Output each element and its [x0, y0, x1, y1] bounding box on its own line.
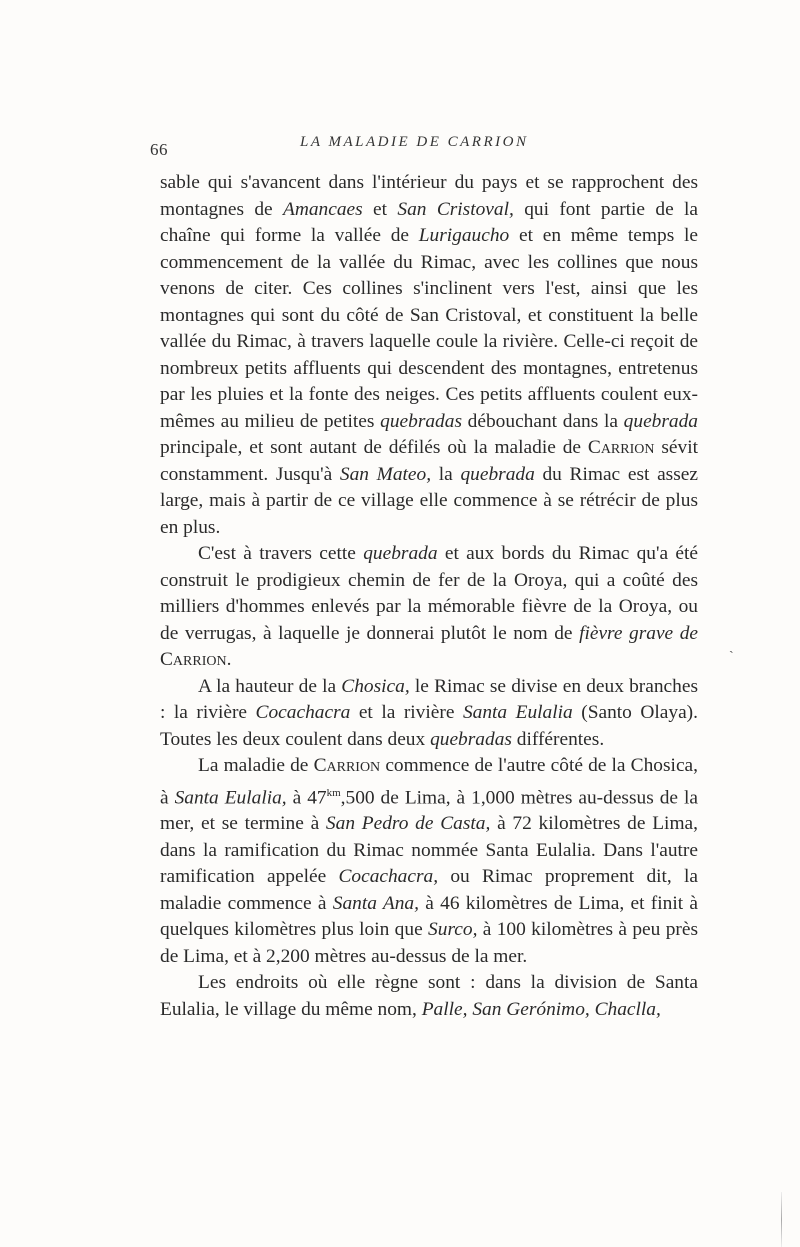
text-segment: à 72 kilomètres de Lima, dans la ramification du Rimac nommée Santa Eulalia. Dans l'autre ramification appelée — [160, 813, 698, 888]
text-segment: Les endroits où elle règne sont : dans la division de Santa Eulalia, le village du même nom, — [160, 972, 698, 1020]
text-segment: ,500 de Lima, à 1,000 mètres au-dessus de la mer, et se termine à — [160, 786, 698, 835]
text-segment: Carrion — [160, 649, 227, 670]
text-segment: et en même temps le commencement de la vallée du Rimac, avec les collines que nous venons de citer. Ces collines s'inclinent vers l'est, ainsi que les montagnes qui sont du côté de San Cristoval, et constituent la belle vallée du Rimac, à travers laquelle coule la rivière. Celle-ci reçoit de nombreux petits affluents qui descendent des montagnes, entretenus par les pluies et la fonte des neiges. Ces petits affluents coulent eux-mêmes au milieu de petites — [160, 225, 698, 432]
text-segment: et — [362, 198, 398, 220]
paragraph — [160, 970, 698, 1023]
text-segment: La maladie de — [198, 755, 314, 776]
text-segment: et aux bords du Rimac qu'a été construit le prodigieux chemin de fer de la Oroya, qui a coûté des milliers d'hommes enlevés par la mémorable fièvre de la Oroya, ou de verrugas, à laquelle je donnerai plutôt le nom de — [160, 543, 698, 644]
text-segment: (Santo Olaya). Toutes les deux coulent dans deux — [160, 702, 698, 750]
text-segment: Chosica, — [341, 675, 410, 697]
text-segment: Santa Eulalia, — [174, 786, 287, 808]
text-segment: ou Rimac proprement dit, la maladie commence à — [160, 866, 699, 914]
text-segment: la — [431, 463, 461, 485]
text-segment: quebrada — [460, 463, 535, 485]
text-segment: A la hauteur de la — [198, 675, 342, 697]
text-segment: Carrion — [313, 755, 381, 776]
text-segment: quebradas — [380, 410, 462, 432]
text-segment: débouchant dans la — [462, 410, 624, 432]
text-segment: C'est à travers cette — [198, 543, 364, 564]
text-segment: à 47 — [286, 786, 327, 808]
running-title: LA MALADIE DE CARRION — [300, 134, 529, 150]
text-segment: Surco, — [428, 919, 478, 941]
text-segment: Amancaes — [283, 198, 363, 220]
text-segment: Cocachacra — [255, 702, 351, 723]
text-segment: fièvre grave de — [579, 622, 698, 644]
text-segment: Lurigaucho — [418, 225, 510, 246]
text-segment: . — [226, 649, 232, 670]
text-segment: Carrion — [587, 437, 655, 458]
text-segment: différentes. — [511, 728, 605, 750]
text-segment: San Pedro de Casta, — [325, 813, 491, 835]
text-segment: San Cristoval, — [397, 198, 514, 220]
text-segment: à 46 kilomètres de Lima, et finit à quelques kilomètres plus loin que — [160, 892, 698, 941]
scan-artifact — [781, 1192, 782, 1247]
text-segment: San Mateo, — [339, 463, 432, 485]
text-segment: et la rivière — [350, 702, 463, 723]
body-text — [160, 170, 698, 1023]
text-segment: Santa Eulalia — [462, 702, 573, 723]
text-segment: sable qui s'avancent dans l'intérieur du pays et se rapprochent des montagnes de — [160, 172, 698, 220]
page-number: 66 — [150, 140, 168, 159]
paragraph — [160, 674, 698, 754]
text-segment: principale, et sont autant de défilés où la maladie de — [160, 437, 588, 458]
text-segment: quebradas — [430, 728, 512, 750]
text-segment: le Rimac se divise en deux branches : la rivière — [160, 675, 698, 723]
text-segment: commence de l'autre côté de la Chosica, à — [160, 755, 698, 808]
text-segment: km — [326, 786, 341, 799]
text-segment: Santa Ana, — [332, 892, 419, 914]
margin-mark: ˏ — [729, 639, 734, 654]
text-segment: Palle, San Gerónimo, Chaclla, — [421, 998, 661, 1020]
text-segment: Cocachacra, — [338, 866, 439, 888]
paragraph — [160, 541, 698, 674]
text-segment: à 100 kilomètres à peu près de Lima, et à 2,200 mètres au-dessus de la mer. — [160, 919, 698, 967]
paragraph — [160, 753, 698, 970]
text-segment: sévit constamment. Jusqu'à — [160, 437, 698, 485]
text-segment: qui font partie de la chaîne qui forme la vallée de — [160, 198, 699, 246]
paragraph — [160, 170, 698, 541]
text-segment: quebrada — [623, 410, 698, 432]
text-segment: quebrada — [363, 543, 438, 564]
text-segment: du Rimac est assez large, mais à partir de ce village elle commence à se rétrécir de plus en plus. — [160, 463, 698, 538]
